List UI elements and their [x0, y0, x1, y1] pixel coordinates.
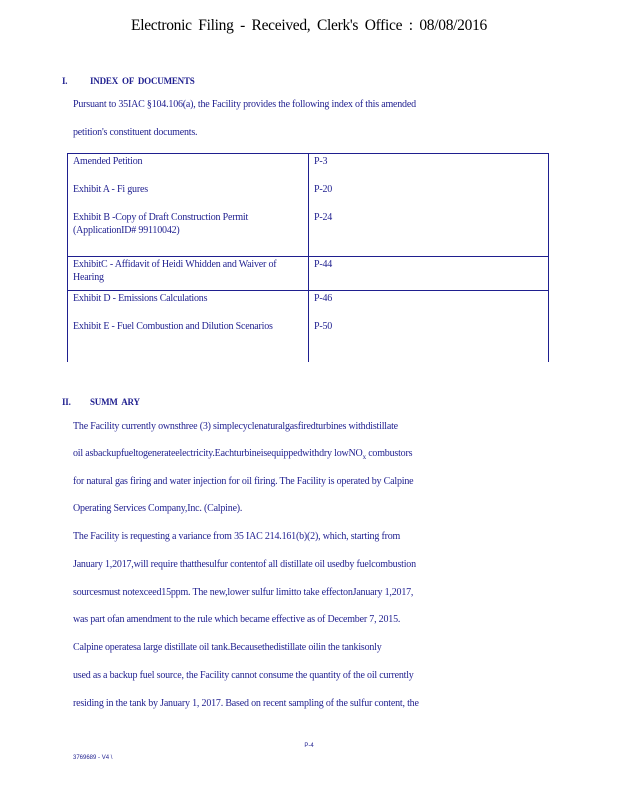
- document-name: Exhibit B -Copy of Draft Construction Permit (ApplicationID# 99110042): [73, 212, 249, 236]
- paragraph-line: used as a backup fuel source, the Facility cannot consume the quantity of the oil currently: [73, 670, 414, 681]
- document-name: ExhibitC - Affidavit of Heidi Whidden and Waiver of Hearing: [73, 259, 277, 283]
- document-name: Amended Petition: [73, 156, 143, 167]
- paragraph-line: oil asbackupfueltogenerateelectricity.Eachturbineisequippedwithdry lowNO$_x$ combustors: [73, 448, 413, 461]
- index-table: [67, 153, 549, 362]
- paragraph-line: The Facility currently ownsthree (3) simplecyclenaturalgasfiredturbines withdistillate: [73, 421, 398, 432]
- filing-header: Electronic Filing - Received, Clerk's Office : 08/08/2016: [131, 17, 487, 34]
- document-name: Exhibit A - Fi gures: [73, 184, 148, 195]
- page-cell: [309, 291, 549, 363]
- paragraph-line: was part ofan amendment to the rule which became effective as of December 7, 2015.: [73, 614, 401, 625]
- table-row: [68, 257, 549, 291]
- document-cell: [68, 291, 309, 363]
- section-number: II.: [62, 397, 71, 407]
- table-row: [68, 154, 549, 257]
- page-ref: P-3: [314, 156, 328, 167]
- section-heading-summary: [62, 397, 140, 407]
- page-ref: P-20: [314, 184, 333, 195]
- paragraph-line: Operating Services Company,Inc. (Calpine).: [73, 503, 243, 514]
- document-id: 3769689 - V4 \: [73, 755, 113, 761]
- document-cell: [68, 154, 309, 257]
- page-ref: P-44: [314, 259, 333, 270]
- paragraph-line: January 1,2017,will require thatthesulfur contentof all distillate oil usedby fuelcombustion: [73, 559, 416, 570]
- page-cell: [309, 154, 549, 257]
- page-cell: [309, 257, 549, 291]
- page-number: P-4: [304, 743, 314, 749]
- paragraph-line: for natural gas firing and water injection for oil firing. The Facility is operated by Calpine: [73, 476, 414, 487]
- section-title: INDEX OF DOCUMENTS: [90, 76, 195, 86]
- section-heading-index: [62, 76, 195, 86]
- paragraph-line: Calpine operatesa large distillate oil tank.Becausethedistillate oilin the tankisonly: [73, 642, 382, 653]
- section-title: SUMM ARY: [90, 397, 140, 407]
- page-ref: P-24: [314, 212, 333, 223]
- table-row: [68, 291, 549, 363]
- document-name: Exhibit D - Emissions Calculations: [73, 293, 208, 304]
- nox-subscript: x: [362, 453, 366, 461]
- paragraph-line: Pursuant to 35IAC §104.106(a), the Facility provides the following index of this amended: [73, 99, 416, 110]
- page-ref: P-50: [314, 321, 333, 332]
- page-ref: P-46: [314, 293, 333, 304]
- document-cell: [68, 257, 309, 291]
- paragraph-line: residing in the tank by January 1, 2017. Based on recent sampling of the sulfur content, the: [73, 698, 419, 709]
- section-number: I.: [62, 76, 68, 86]
- paragraph-line: sourcesmust notexceed15ppm. The new,lower sulfur limitto take effectonJanuary 1,2017,: [73, 587, 414, 598]
- paragraph-line: The Facility is requesting a variance from 35 IAC 214.161(b)(2), which, starting from: [73, 531, 401, 542]
- document-name: Exhibit E - Fuel Combustion and Dilution Scenarios: [73, 321, 273, 332]
- paragraph-line: petition's constituent documents.: [73, 127, 198, 138]
